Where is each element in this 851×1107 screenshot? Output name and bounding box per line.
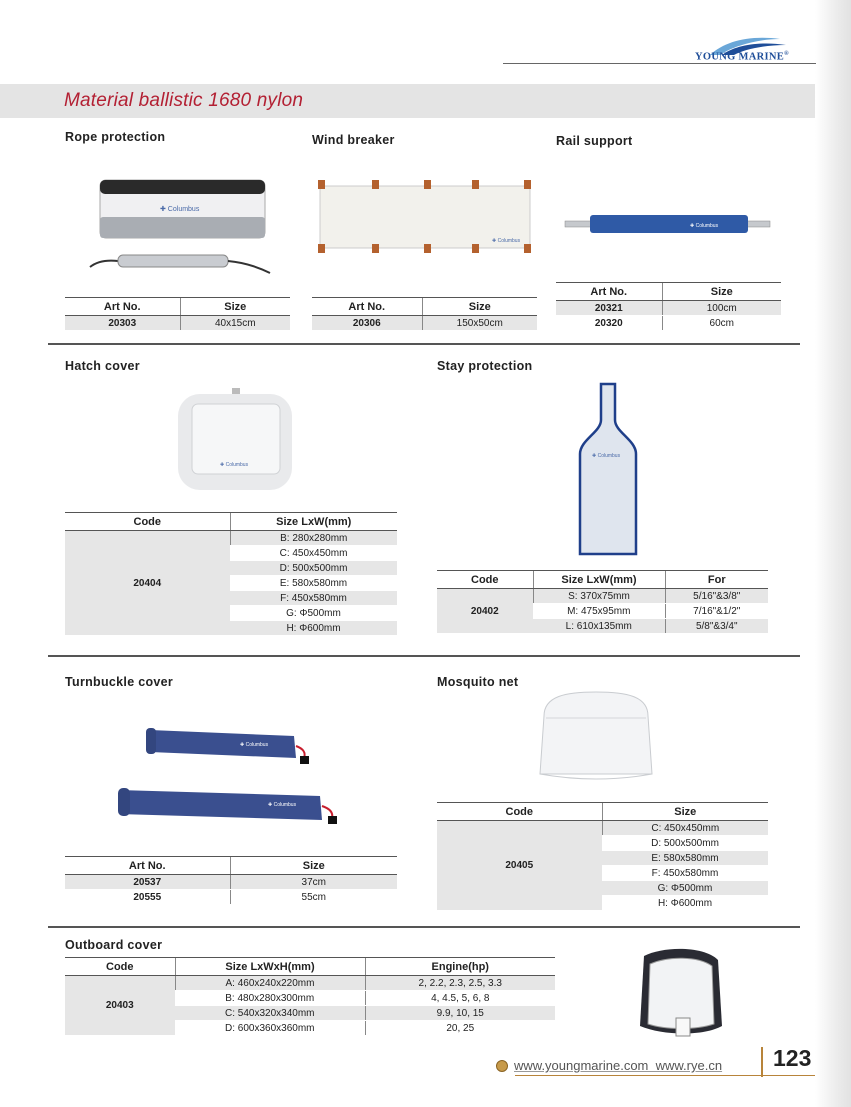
size-cell: S: 370x75mm (533, 589, 665, 604)
column-header: Art No. (556, 283, 662, 301)
hatch-cover-image (176, 388, 294, 492)
size-cell: A: 460x240x220mm (175, 976, 365, 991)
art-no-cell: 20537 (65, 875, 230, 890)
size-cell: 60cm (662, 316, 781, 331)
page-edge-shadow (815, 0, 851, 1107)
header-rule (503, 63, 816, 64)
size-cell: C: 450x450mm (230, 546, 397, 561)
section-title-hatch-cover: Hatch cover (65, 359, 140, 373)
table-row (312, 316, 537, 331)
wind-breaker-image (312, 176, 537, 256)
table-row (65, 976, 555, 991)
size-cell: 150x50cm (422, 316, 537, 331)
column-header: Art No. (312, 298, 422, 316)
outboard-cover-image (634, 946, 726, 1040)
stay-protection-table (437, 570, 768, 634)
art-no-cell: 20555 (65, 890, 230, 905)
table-row (65, 875, 397, 890)
brand-name: YOUNG MARINE® (695, 51, 789, 63)
section-title-mosquito-net: Mosquito net (437, 675, 519, 689)
section-title-rail-support: Rail support (556, 134, 633, 148)
column-header: Size LxWxH(mm) (175, 958, 365, 976)
hatch-cover-table (65, 512, 397, 636)
svg-text:✚ Columbus: ✚ Columbus (592, 453, 621, 459)
size-cell: E: 580x580mm (602, 851, 768, 866)
mosquito-net-image (536, 688, 656, 784)
wind-breaker-table (312, 297, 537, 331)
size-cell: 40x15cm (180, 316, 290, 331)
engine-cell: 9.9, 10, 15 (365, 1006, 555, 1021)
stay-protection-image (578, 382, 638, 558)
rail-support-image (565, 212, 770, 240)
code-cell: 20404 (65, 531, 230, 636)
svg-text:✚ Columbus: ✚ Columbus (160, 206, 200, 213)
engine-cell: 20, 25 (365, 1021, 555, 1036)
size-cell: C: 540x320x340mm (175, 1006, 365, 1021)
size-cell: H: Φ600mm (602, 896, 768, 911)
column-header: For (665, 571, 768, 589)
column-header: Size (422, 298, 537, 316)
column-header: Size (662, 283, 781, 301)
section-divider (48, 926, 800, 928)
column-header: Engine(hp) (365, 958, 555, 976)
section-title-outboard-cover: Outboard cover (65, 938, 163, 952)
column-header: Art No. (65, 298, 180, 316)
section-title-turnbuckle-cover: Turnbuckle cover (65, 675, 174, 689)
outboard-cover-table (65, 957, 555, 1036)
size-cell: G: Φ500mm (602, 881, 768, 896)
page-number: 123 (773, 1045, 812, 1071)
size-cell: D: 500x500mm (602, 836, 768, 851)
size-cell: B: 480x280x300mm (175, 991, 365, 1006)
turnbuckle-cover-table (65, 856, 397, 905)
table-row (556, 316, 781, 331)
table-row (437, 821, 768, 836)
svg-text:✚ Columbus: ✚ Columbus (492, 238, 521, 244)
code-cell: 20403 (65, 976, 175, 1036)
size-cell: G: Φ500mm (230, 606, 397, 621)
size-cell: C: 450x450mm (602, 821, 768, 836)
code-cell: 20402 (437, 589, 533, 634)
turnbuckle-cover-image (112, 722, 352, 830)
table-row (65, 890, 397, 905)
globe-icon (496, 1060, 508, 1072)
page-number-divider (761, 1047, 763, 1077)
code-cell: 20405 (437, 821, 602, 911)
size-cell: H: Φ600mm (230, 621, 397, 636)
size-cell: D: 600x360x360mm (175, 1021, 365, 1036)
engine-cell: 2, 2.2, 2.3, 2.5, 3.3 (365, 976, 555, 991)
column-header: Code (65, 513, 230, 531)
rail-support-table (556, 282, 781, 331)
art-no-cell: 20306 (312, 316, 422, 331)
section-divider (48, 655, 800, 657)
column-header: Size LxW(mm) (230, 513, 397, 531)
size-cell: F: 450x580mm (602, 866, 768, 881)
page-title: Material ballistic 1680 nylon (64, 90, 304, 111)
section-divider (48, 343, 800, 345)
column-header: Size LxW(mm) (533, 571, 665, 589)
for-cell: 5/16"&3/8" (665, 589, 768, 604)
rope-protection-table (65, 297, 290, 331)
size-cell: B: 280x280mm (230, 531, 397, 546)
svg-text:✚ Columbus: ✚ Columbus (220, 462, 249, 468)
size-cell: 55cm (230, 890, 397, 905)
size-cell: M: 475x95mm (533, 604, 665, 619)
section-title-wind-breaker: Wind breaker (312, 133, 395, 147)
size-cell: 100cm (662, 301, 781, 316)
table-row (65, 531, 397, 546)
table-row (437, 589, 768, 604)
column-header: Size (602, 803, 768, 821)
rope-protection-image (90, 175, 280, 280)
column-header: Size (230, 857, 397, 875)
size-cell: F: 450x580mm (230, 591, 397, 606)
art-no-cell: 20303 (65, 316, 180, 331)
engine-cell: 4, 4.5, 5, 6, 8 (365, 991, 555, 1006)
size-cell: L: 610x135mm (533, 619, 665, 634)
mosquito-net-table (437, 802, 768, 911)
size-cell: 37cm (230, 875, 397, 890)
art-no-cell: 20320 (556, 316, 662, 331)
for-cell: 5/8"&3/4" (665, 619, 768, 634)
section-title-stay-protection: Stay protection (437, 359, 533, 373)
table-row (556, 301, 781, 316)
section-title-rope-protection: Rope protection (65, 130, 166, 144)
svg-text:✚ Columbus: ✚ Columbus (268, 802, 297, 808)
for-cell: 7/16"&1/2" (665, 604, 768, 619)
footer-links[interactable]: www.youngmarine.com www.rye.cn (514, 1058, 723, 1073)
art-no-cell: 20321 (556, 301, 662, 316)
svg-text:✚ Columbus: ✚ Columbus (690, 223, 719, 229)
svg-text:✚ Columbus: ✚ Columbus (240, 742, 269, 748)
column-header: Code (65, 958, 175, 976)
column-header: Art No. (65, 857, 230, 875)
column-header: Code (437, 571, 533, 589)
size-cell: E: 580x580mm (230, 576, 397, 591)
size-cell: D: 500x500mm (230, 561, 397, 576)
column-header: Size (180, 298, 290, 316)
table-row (65, 316, 290, 331)
footer-rule (515, 1075, 815, 1076)
column-header: Code (437, 803, 602, 821)
